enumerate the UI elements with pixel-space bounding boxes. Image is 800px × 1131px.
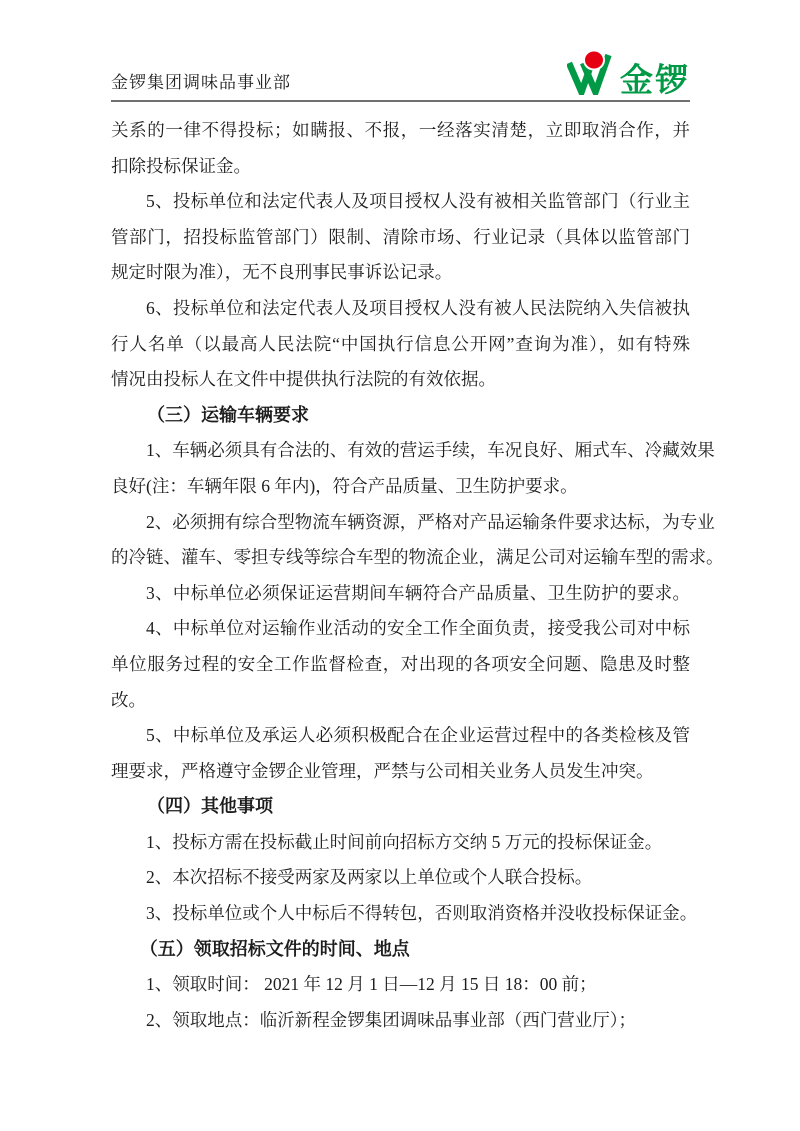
- paragraph: [111, 113, 690, 184]
- paragraph-line: 良好(注：车辆年限 6 年内)，符合产品质量、卫生防护要求。: [111, 475, 578, 496]
- paragraph-line: 2、本次招标不接受两家及两家以上单位或个人联合投标。: [146, 867, 593, 888]
- paragraph-line: 理要求，严格遵守金锣企业管理，严禁与公司相关业务人员发生冲突。: [111, 760, 654, 781]
- document-body: [111, 113, 724, 1038]
- paragraph-line: 3、投标单位或个人中标后不得转包，否则取消资格并没收投标保证金。: [146, 903, 698, 924]
- paragraph-line: 5、投标单位和法定代表人及项目授权人没有被相关监管部门（行业主: [146, 191, 690, 212]
- paragraph: [111, 825, 690, 861]
- section-heading: （五）领取招标文件的时间、地点: [139, 938, 410, 959]
- paragraph-line: 2、必须拥有综合型物流车辆资源，严格对产品运输条件要求达标，为专业: [146, 511, 715, 532]
- paragraph-line: 扣除投标保证金。: [111, 155, 251, 176]
- paragraph-line: 关系的一律不得投标；如瞒报、不报，一经落实清楚，立即取消合作，并: [111, 120, 690, 140]
- paragraph-line: 情况由投标人在文件中提供执行法院的有效依据。: [111, 369, 496, 390]
- page-header: [111, 0, 690, 102]
- section-heading: （三）运输车辆要求: [147, 404, 309, 425]
- logo-mark-icon: [567, 49, 617, 95]
- paragraph-line: 1、车辆必须具有合法的、有效的营运手续，车况良好、厢式车、冷藏效果: [146, 440, 715, 461]
- logo-brand-text: 金锣: [620, 61, 690, 98]
- paragraph-line: 的冷链、灌车、零担专线等综合车型的物流企业，满足公司对运输车型的需求。: [111, 547, 724, 568]
- paragraph: [111, 291, 690, 398]
- paragraph: [111, 967, 690, 1003]
- paragraph-line: 1、领取时间： 2021 年 12 月 1 日—12 月 15 日 18：00 前；: [146, 974, 597, 995]
- company-name: 金锣集团调味品事业部: [111, 72, 291, 92]
- paragraph-line: 5、中标单位及承运人必须积极配合在企业运营过程中的各类检核及管: [146, 725, 690, 746]
- paragraph-line: 6、投标单位和法定代表人及项目授权人没有被人民法院纳入失信被执: [146, 297, 690, 318]
- paragraph: [111, 576, 690, 612]
- paragraph: [111, 718, 690, 789]
- paragraph-line: 单位服务过程的安全工作监督检查，对出现的各项安全问题、隐患及时整: [111, 653, 690, 674]
- paragraph: [111, 611, 690, 718]
- paragraph-line: 管部门，招投标监管部门）限制、清除市场、行业记录（具体以监管部门: [111, 226, 690, 247]
- jinluo-logo: [567, 49, 690, 98]
- paragraph-line: 4、中标单位对运输作业活动的安全工作全面负责，接受我公司对中标: [146, 618, 690, 639]
- section-heading: （四）其他事项: [147, 796, 273, 817]
- paragraph-line: 规定时限为准），无不良刑事民事诉讼记录。: [111, 262, 453, 283]
- paragraph-line: 改。: [111, 689, 146, 710]
- paragraph: [111, 505, 724, 576]
- paragraph: [111, 1003, 690, 1039]
- paragraph-line: 1、投标方需在投标截止时间前向招标方交纳 5 万元的投标保证金。: [146, 831, 663, 852]
- paragraph: [111, 860, 690, 896]
- paragraph: [111, 184, 690, 291]
- paragraph-line: 3、中标单位必须保证运营期间车辆符合产品质量、卫生防护的要求。: [146, 582, 690, 603]
- logo-red-dot: [584, 51, 604, 70]
- paragraph: [111, 433, 715, 504]
- paragraph-line: 2、领取地点：临沂新程金锣集团调味品事业部（西门营业厅）；: [146, 1009, 636, 1030]
- paragraph-line: 行人名单（以最高人民法院“中国执行信息公开网”查询为准），如有特殊: [111, 333, 690, 354]
- paragraph: [111, 896, 698, 932]
